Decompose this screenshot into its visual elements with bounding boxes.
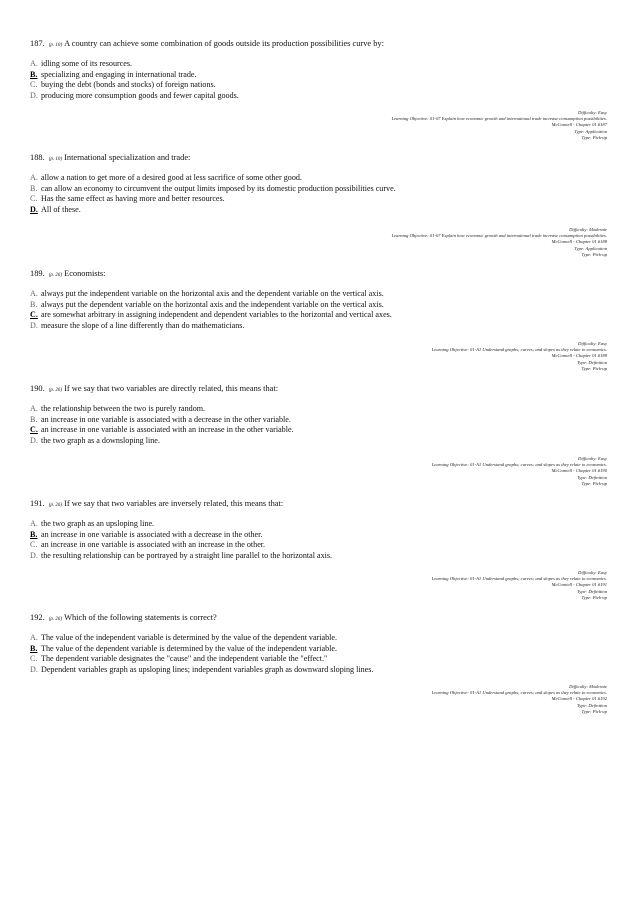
answer-list [30,289,600,331]
difficulty: Difficulty: Easy [578,341,607,346]
answer-d [30,91,600,102]
answer-text: idling some of its resources. [41,59,133,68]
answer-c-correct [30,425,600,436]
question-metadata-188 [392,227,607,258]
question-text: If we say that two variables are inversely related, this means that: [64,499,284,508]
answer-text: The value of the dependent variable is determined by the value of the independent variable. [41,643,337,653]
question-191 [30,498,600,561]
answer-text: the two graph as a downsloping line. [41,435,160,445]
learning-objective: Learning Objective: 01-A1 Understand graphs; curves; and slopes as they relate to economics. [431,690,607,696]
answer-letter: B. [30,414,38,424]
answer-a [30,519,600,530]
answer-list [30,59,600,101]
answer-d [30,665,600,676]
chapter-reference: McConnell - Chapter 01 #188 [551,239,607,245]
answer-letter: A. [30,404,38,413]
answer-a [30,173,600,184]
difficulty: Difficulty: Moderate [569,684,607,689]
question-stem [30,498,600,511]
question-number: 189. [30,269,45,278]
answer-text: buying the debt (bonds and stocks) of foreign nations. [41,80,216,90]
answer-b-correct [30,530,600,541]
question-187 [30,38,600,101]
difficulty: Difficulty: Easy [578,110,607,115]
answer-letter: C. [30,194,38,204]
answer-letter: C. [30,425,38,435]
answer-text: producing more consumption goods and fewer capital goods. [41,90,239,100]
question-stem [30,612,600,625]
question-type: Type: Pick-up [581,594,607,600]
answer-c [30,194,600,205]
question-type: Type: Pick-up [581,365,607,371]
answer-list [30,404,600,446]
answer-letter: D. [30,90,38,100]
question-text: A country can achieve some combination of goods outside its production possibilities curve by: [64,39,384,48]
page-reference: (p. 26) [48,273,63,278]
question-stem [30,383,600,396]
learning-objective: Learning Objective: 01-07 Explain how economic growth and international trade increase consumption possibilities. [391,116,607,122]
answer-d [30,551,600,562]
answer-c [30,80,600,91]
difficulty: Difficulty: Moderate [569,227,607,232]
answer-list [30,173,600,215]
answer-letter: B. [30,299,38,309]
question-type: Type: Definition [577,474,607,480]
question-type: Type: Pick-up [581,480,607,486]
answer-letter: A. [30,59,38,68]
answer-list [30,633,600,675]
question-number: 187. [30,39,45,48]
answer-b-correct [30,70,600,81]
learning-objective: Learning Objective: 01-A1 Understand graphs; curves; and slopes as they relate to economics. [431,576,607,582]
answer-text: are somewhat arbitrary in assigning independent and dependent variables to the horizontal and vertical axes. [41,310,392,320]
question-metadata-191 [432,570,607,601]
question-stem [30,268,600,281]
question-189 [30,268,600,331]
answer-letter: B. [30,643,38,653]
answer-b [30,415,600,426]
answer-letter: C. [30,540,38,550]
chapter-reference: McConnell - Chapter 01 #190 [551,468,607,474]
question-text: Economists: [64,269,106,278]
chapter-reference: McConnell - Chapter 01 #191 [551,582,607,588]
chapter-reference: McConnell - Chapter 01 #187 [551,122,607,128]
answer-list [30,519,600,561]
answer-a [30,289,600,300]
answer-letter: C. [30,80,38,90]
answer-text: an increase in one variable is associated with an increase in the other variable. [41,425,294,435]
page-reference: (p. 26) [48,503,63,508]
answer-letter: B. [30,529,38,539]
question-190 [30,383,600,446]
answer-d [30,321,600,332]
answer-c-correct [30,310,600,321]
answer-letter: D. [30,204,38,214]
question-192 [30,612,600,675]
answer-text: measure the slope of a line differently than do mathematicians. [41,320,245,330]
question-type: Type: Pick-up [581,708,607,714]
answer-text: The value of the independent variable is determined by the value of the dependent variable. [41,633,337,642]
answer-text: Dependent variables graph as upsloping lines; independent variables graph as downward sloping lines. [41,664,374,674]
page-reference: (p. 26) [48,388,63,393]
question-type: Type: Application [574,245,607,251]
answer-text: an increase in one variable is associated with a decrease in the other. [41,529,263,539]
answer-letter: D. [30,550,38,560]
answer-text: All of these. [41,204,81,214]
question-type: Type: Application [574,128,607,134]
answer-a [30,633,600,644]
page-reference: (p. 10) [48,43,63,48]
answer-b [30,184,600,195]
answer-text: The dependent variable designates the "cause" and the independent variable the "effect." [41,654,328,664]
answer-letter: A. [30,633,38,642]
answer-c [30,654,600,665]
question-text: Which of the following statements is correct? [64,613,217,622]
question-metadata-192 [432,684,607,715]
learning-objective: Learning Objective: 01-A1 Understand graphs; curves; and slopes as they relate to economics. [431,347,607,353]
answer-text: the resulting relationship can be portrayed by a straight line parallel to the horizontal axis. [41,550,333,560]
answer-a [30,404,600,415]
answer-text: can allow an economy to circumvent the output limits imposed by its domestic production possibilities curve. [41,183,396,193]
chapter-reference: McConnell - Chapter 01 #189 [551,353,607,359]
question-metadata-190 [432,456,607,487]
answer-c [30,540,600,551]
difficulty: Difficulty: Easy [578,456,607,461]
answer-letter: B. [30,183,38,193]
answer-text: Has the same effect as having more and better resources. [41,194,225,204]
question-text: International specialization and trade: [64,153,191,162]
answer-text: an increase in one variable is associated with an increase in the other. [41,540,266,550]
chapter-reference: McConnell - Chapter 01 #192 [551,696,607,702]
answer-text: always put the independent variable on the horizontal axis and the dependent variable on the vertical axis. [41,289,384,298]
answer-letter: A. [30,289,38,298]
question-number: 188. [30,153,45,162]
question-type: Type: Definition [577,359,607,365]
page-reference: (p. 26) [48,617,63,622]
difficulty: Difficulty: Easy [578,570,607,575]
question-stem [30,152,600,165]
learning-objective: Learning Objective: 01-07 Explain how economic growth and international trade increase consumption possibilities. [391,233,607,239]
question-type: Type: Pick-up [581,134,607,140]
question-type: Type: Pick-up [581,251,607,257]
answer-b-correct [30,644,600,655]
answer-text: the relationship between the two is purely random. [41,404,206,413]
learning-objective: Learning Objective: 01-A1 Understand graphs; curves; and slopes as they relate to economics. [431,462,607,468]
answer-letter: C. [30,310,38,320]
answer-b [30,300,600,311]
answer-letter: A. [30,173,38,182]
answer-text: specializing and engaging in international trade. [41,69,197,79]
question-text: If we say that two variables are directly related, this means that: [64,384,279,393]
answer-a [30,59,600,70]
question-type: Type: Definition [577,702,607,708]
answer-d [30,436,600,447]
question-number: 191. [30,499,45,508]
answer-letter: D. [30,435,38,445]
answer-text: always put the dependent variable on the horizontal axis and the independent variable on the vertical axis. [41,299,384,309]
answer-letter: D. [30,320,38,330]
question-188 [30,152,600,215]
answer-letter: D. [30,664,38,674]
answer-d-correct [30,205,600,216]
question-stem [30,38,600,51]
question-metadata-189 [432,341,607,372]
question-number: 190. [30,384,45,393]
answer-letter: A. [30,519,38,528]
question-metadata-187 [392,110,607,141]
question-type: Type: Definition [577,588,607,594]
answer-text: the two graph as an upsloping line. [41,519,155,528]
answer-letter: B. [30,69,38,79]
answer-text: an increase in one variable is associated with a decrease in the other variable. [41,414,291,424]
answer-text: allow a nation to get more of a desired good at less sacrifice of some other good. [41,173,302,182]
page-reference: (p. 10) [48,157,63,162]
question-number: 192. [30,613,45,622]
answer-letter: C. [30,654,38,664]
